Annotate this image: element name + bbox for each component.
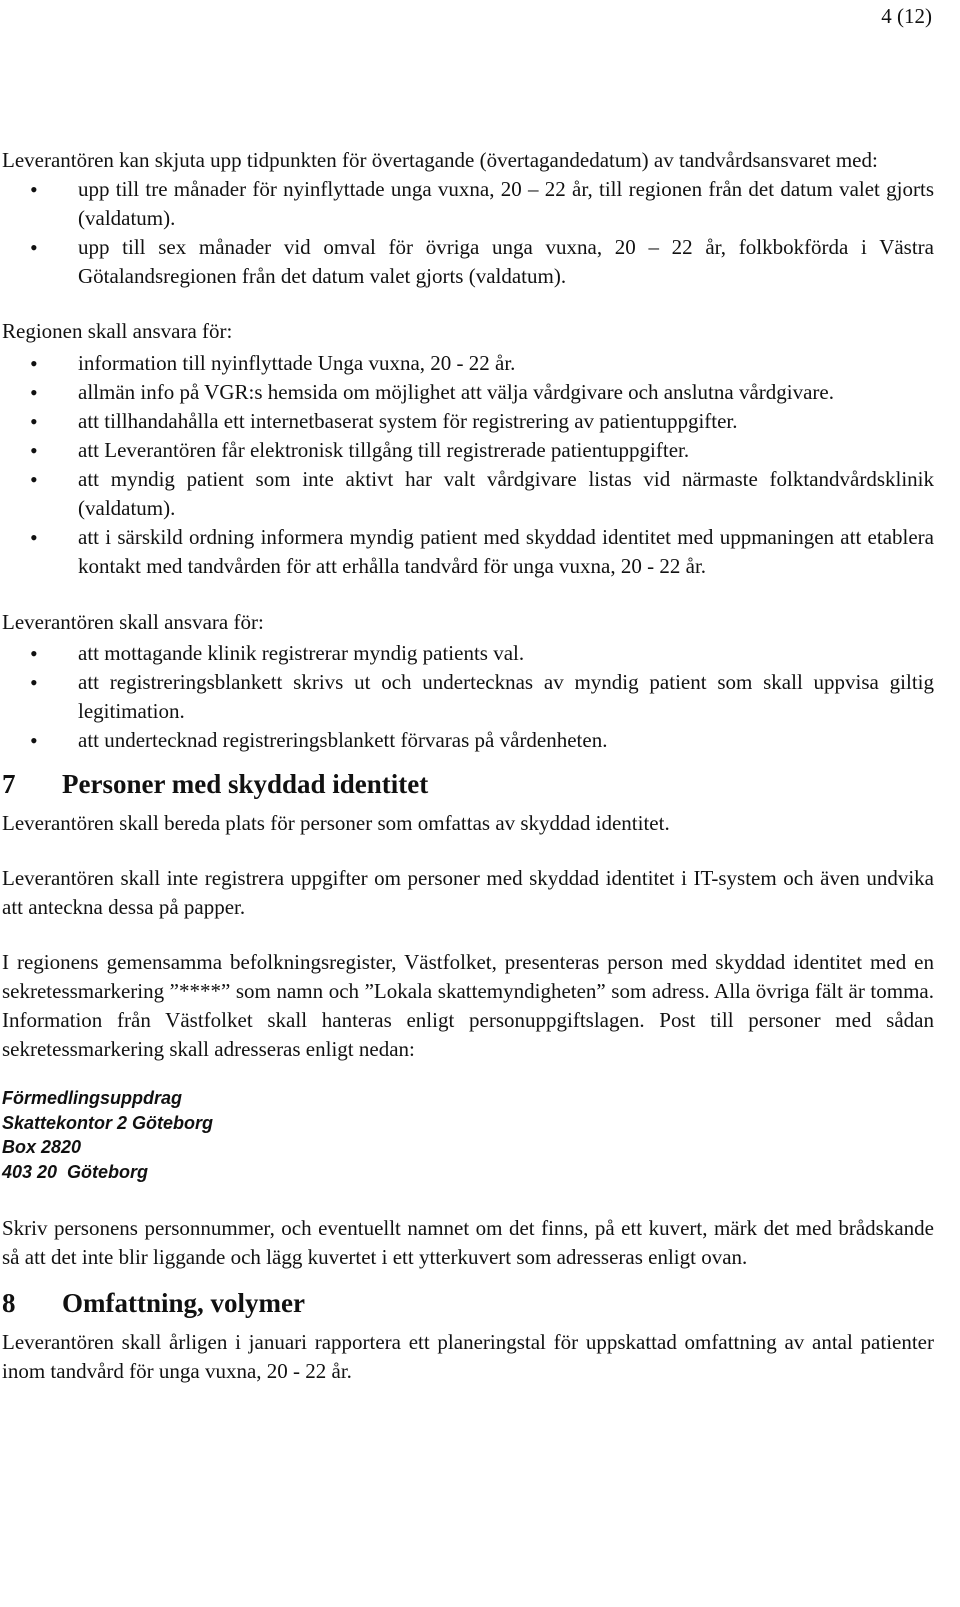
page-number: 4 (12) <box>881 4 932 28</box>
document-body <box>2 146 934 1386</box>
list-item: • information till nyinflyttade Unga vuxna, 20 - 22 år. <box>2 349 934 378</box>
postpone-list <box>2 175 934 291</box>
section-number: 8 <box>2 1288 16 1318</box>
supplier-responsibility-list <box>2 639 934 755</box>
paragraph: Leverantören skall bereda plats för personer som omfattas av skyddad identitet. <box>2 811 670 835</box>
list-item: • upp till tre månader för nyinflyttade unga vuxna, 20 – 22 år, till regionen från det datum valet gjorts (valdatum). <box>2 175 934 233</box>
list-item: • att undertecknad registreringsblankett förvaras på vårdenheten. <box>2 726 934 755</box>
region-responsibility-list <box>2 349 934 581</box>
list-item: • att myndig patient som inte aktivt har valt vårdgivare listas vid närmaste folktandvårdsklinik (valdatum). <box>2 465 934 523</box>
paragraph: I regionens gemensamma befolkningsregister, Västfolket, presenteras person med skyddad identitet med en sekretessmarkering ”****” som namn och ”Lokala skattemyndigheten” som adress. Alla övriga fält är tomma. Information från Västfolket skall hanteras enligt personuppgiftslagen. Post till personer med sådan sekretessmarkering skall adresseras enligt nedan: <box>2 950 934 1061</box>
intro-paragraph-postpone: Leverantören kan skjuta upp tidpunkten för övertagande (övertagandedatum) av tandvårdsansvaret med: <box>2 148 878 172</box>
paragraph: Skriv personens personnummer, och eventuellt namnet om det finns, på ett kuvert, märk det med brådskande så att det inte blir liggande och lägg kuvertet i ett ytterkuvert som adresseras enligt ovan. <box>2 1216 934 1269</box>
section-heading-7 <box>2 767 934 801</box>
paragraph: Leverantören skall inte registrera uppgifter om personer med skyddad identitet i IT-system och även undvika att anteckna dessa på papper. <box>2 866 934 919</box>
address-line: Förmedlingsuppdrag <box>2 1088 182 1108</box>
paragraph: Leverantören skall årligen i januari rapportera ett planeringstal för uppskattad omfattning av antal patienter inom tandvård för unga vuxna, 20 - 22 år. <box>2 1330 934 1383</box>
list-item: • att mottagande klinik registrerar myndig patients val. <box>2 639 934 668</box>
section-heading-8 <box>2 1286 934 1320</box>
intro-paragraph-region: Regionen skall ansvara för: <box>2 319 233 343</box>
section-number: 7 <box>2 769 16 799</box>
list-item: • allmän info på VGR:s hemsida om möjlighet att välja vårdgivare och anslutna vårdgivare. <box>2 378 934 407</box>
list-item: • att i särskild ordning informera myndig patient med skyddad identitet med uppmaningen att etablera kontakt med tandvården för att erhålla tandvård för unga vuxna, 20 - 22 år. <box>2 523 934 581</box>
address-line: Skattekontor 2 Göteborg <box>2 1112 214 1133</box>
intro-paragraph-supplier: Leverantören skall ansvara för: <box>2 610 264 634</box>
list-item: • att registreringsblankett skrivs ut och undertecknas av myndig patient som skall uppvisa giltig legitimation. <box>2 668 934 726</box>
postal-address <box>2 1086 934 1184</box>
address-line: Box 2820 <box>2 1137 82 1157</box>
list-item: • att Leverantören får elektronisk tillgång till registrerade patientuppgifter. <box>2 436 934 465</box>
section-title: Omfattning, volymer <box>62 1288 305 1318</box>
address-line: 403 20 Göteborg <box>2 1161 149 1182</box>
list-item: • att tillhandahålla ett internetbaserat system för registrering av patientuppgifter. <box>2 407 934 436</box>
section-title: Personer med skyddad identitet <box>62 769 429 799</box>
list-item: • upp till sex månader vid omval för övriga unga vuxna, 20 – 22 år, folkbokförda i Västra Götalandsregionen från det datum valet gjorts (valdatum). <box>2 233 934 291</box>
